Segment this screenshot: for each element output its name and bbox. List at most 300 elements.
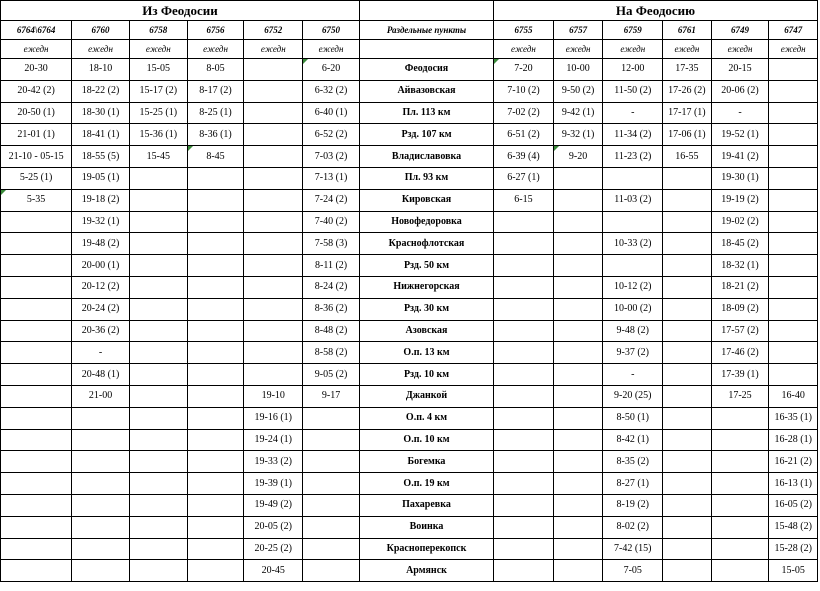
time-cell: [494, 276, 554, 298]
time-cell: [1, 516, 72, 538]
station-name: Красноперекопск: [359, 538, 493, 560]
time-cell: [129, 560, 187, 582]
time-cell: [72, 407, 130, 429]
timetable-row: [1, 364, 818, 386]
time-cell: [553, 538, 603, 560]
time-cell: [553, 298, 603, 320]
time-cell: [1, 538, 72, 560]
time-cell: [663, 451, 711, 473]
to-feodosia-title: На Феодосию: [494, 1, 818, 21]
time-cell: [769, 189, 818, 211]
time-cell: 17-25: [711, 385, 769, 407]
time-cell: 8-36 (2): [303, 298, 360, 320]
time-cell: 6-32 (2): [303, 80, 360, 102]
time-cell: [663, 429, 711, 451]
time-cell: 19-24 (1): [244, 429, 303, 451]
time-cell: [494, 407, 554, 429]
time-cell: 10-12 (2): [603, 276, 663, 298]
time-cell: [663, 494, 711, 516]
time-cell: [494, 473, 554, 495]
station-name: Армянск: [359, 560, 493, 582]
station-name: Новофедоровка: [359, 211, 493, 233]
time-cell: 19-52 (1): [711, 124, 769, 146]
time-cell: 15-28 (2): [769, 538, 818, 560]
time-cell: 9-50 (2): [553, 80, 603, 102]
time-cell: [72, 560, 130, 582]
train-number-header: 6749: [711, 21, 769, 40]
time-cell: [769, 211, 818, 233]
time-cell: 20-42 (2): [1, 80, 72, 102]
time-cell: 5-25 (1): [1, 167, 72, 189]
time-cell: [187, 385, 244, 407]
station-name: Пл. 93 км: [359, 167, 493, 189]
station-name: Азовская: [359, 320, 493, 342]
time-cell: 6-52 (2): [303, 124, 360, 146]
station-name: Краснофлотская: [359, 233, 493, 255]
time-cell: 15-45: [129, 146, 187, 168]
time-cell: [494, 516, 554, 538]
direction-header-row: [1, 1, 818, 21]
time-cell: 18-30 (1): [72, 102, 130, 124]
time-cell: [553, 407, 603, 429]
timetable-row: [1, 59, 818, 81]
timetable-row: [1, 385, 818, 407]
time-cell: 17-46 (2): [711, 342, 769, 364]
daily-label: ежедн: [711, 40, 769, 59]
time-cell: [603, 167, 663, 189]
time-cell: 15-36 (1): [129, 124, 187, 146]
train-number-header: 6756: [187, 21, 244, 40]
time-cell: [303, 429, 360, 451]
station-name: Пл. 113 км: [359, 102, 493, 124]
time-cell: [1, 255, 72, 277]
time-cell: [494, 538, 554, 560]
time-cell: 7-42 (15): [603, 538, 663, 560]
time-cell: 10-33 (2): [603, 233, 663, 255]
time-cell: 19-39 (1): [244, 473, 303, 495]
time-cell: [187, 364, 244, 386]
daily-label: ежедн: [603, 40, 663, 59]
time-cell: [494, 255, 554, 277]
time-cell: [1, 407, 72, 429]
schedule-type-row: [1, 40, 818, 59]
time-cell: [553, 364, 603, 386]
time-cell: [553, 451, 603, 473]
time-cell: 15-25 (1): [129, 102, 187, 124]
time-cell: 15-05: [769, 560, 818, 582]
daily-label: ежедн: [769, 40, 818, 59]
time-cell: [769, 255, 818, 277]
time-cell: [769, 124, 818, 146]
time-cell: [1, 276, 72, 298]
time-cell: 10-00 (2): [603, 298, 663, 320]
time-cell: 20-30: [1, 59, 72, 81]
station-name: О.п. 4 км: [359, 407, 493, 429]
time-cell: [1, 494, 72, 516]
timetable-row: [1, 233, 818, 255]
time-cell: [187, 255, 244, 277]
time-cell: [553, 276, 603, 298]
time-cell: [553, 516, 603, 538]
time-cell: [129, 211, 187, 233]
time-cell: [663, 276, 711, 298]
time-cell: 6-27 (1): [494, 167, 554, 189]
time-cell: 17-26 (2): [663, 80, 711, 102]
time-cell: [1, 233, 72, 255]
station-name: Владиславовка: [359, 146, 493, 168]
time-cell: [187, 516, 244, 538]
time-cell: 19-10: [244, 385, 303, 407]
time-cell: [129, 385, 187, 407]
time-cell: -: [603, 364, 663, 386]
time-cell: [769, 146, 818, 168]
time-cell: 17-39 (1): [711, 364, 769, 386]
time-cell: [244, 146, 303, 168]
station-name: Айвазовская: [359, 80, 493, 102]
time-cell: 7-10 (2): [494, 80, 554, 102]
train-number-header: 6755: [494, 21, 554, 40]
train-number-header: 6747: [769, 21, 818, 40]
time-cell: 8-24 (2): [303, 276, 360, 298]
time-cell: 20-48 (1): [72, 364, 130, 386]
time-cell: [187, 342, 244, 364]
time-cell: 9-05 (2): [303, 364, 360, 386]
time-cell: [494, 342, 554, 364]
time-cell: [244, 211, 303, 233]
time-cell: 20-15: [711, 59, 769, 81]
time-cell: [711, 560, 769, 582]
time-cell: [553, 429, 603, 451]
timetable-row: [1, 429, 818, 451]
time-cell: 16-55: [663, 146, 711, 168]
time-cell: [553, 167, 603, 189]
time-cell: [129, 233, 187, 255]
timetable-row: [1, 342, 818, 364]
time-cell: 18-09 (2): [711, 298, 769, 320]
station-name: О.п. 19 км: [359, 473, 493, 495]
time-cell: [244, 189, 303, 211]
timetable-row: [1, 124, 818, 146]
time-cell: 16-05 (2): [769, 494, 818, 516]
time-cell: [1, 298, 72, 320]
time-cell: [711, 429, 769, 451]
daily-label: ежедн: [72, 40, 130, 59]
timetable-row: [1, 516, 818, 538]
time-cell: [1, 560, 72, 582]
time-cell: [129, 298, 187, 320]
timetable-body: [1, 1, 818, 582]
time-cell: 7-58 (3): [303, 233, 360, 255]
time-cell: 20-36 (2): [72, 320, 130, 342]
time-cell: 6-39 (4): [494, 146, 554, 168]
time-cell: 15-17 (2): [129, 80, 187, 102]
timetable-row: [1, 189, 818, 211]
time-cell: 20-06 (2): [711, 80, 769, 102]
daily-label: ежедн: [187, 40, 244, 59]
time-cell: [553, 342, 603, 364]
time-cell: 8-42 (1): [603, 429, 663, 451]
time-cell: [553, 255, 603, 277]
time-cell: 17-35: [663, 59, 711, 81]
time-cell: [129, 538, 187, 560]
timetable-row: [1, 451, 818, 473]
time-cell: [1, 320, 72, 342]
daily-label: ежедн: [303, 40, 360, 59]
time-cell: [1, 364, 72, 386]
time-cell: [663, 211, 711, 233]
time-cell: [769, 342, 818, 364]
stations-header: Раздельные пункты: [359, 21, 493, 40]
train-number-header: 6760: [72, 21, 130, 40]
time-cell: [663, 233, 711, 255]
time-cell: 8-48 (2): [303, 320, 360, 342]
time-cell: [769, 276, 818, 298]
time-cell: 7-13 (1): [303, 167, 360, 189]
time-cell: 7-40 (2): [303, 211, 360, 233]
time-cell: [1, 385, 72, 407]
time-cell: [244, 298, 303, 320]
timetable-row: [1, 255, 818, 277]
time-cell: [711, 473, 769, 495]
time-cell: 18-55 (5): [72, 146, 130, 168]
train-number-header: 6759: [603, 21, 663, 40]
time-cell: [187, 560, 244, 582]
time-cell: [603, 255, 663, 277]
time-cell: 17-57 (2): [711, 320, 769, 342]
timetable-row: [1, 473, 818, 495]
time-cell: [663, 473, 711, 495]
time-cell: [303, 560, 360, 582]
time-cell: 8-25 (1): [187, 102, 244, 124]
time-cell: 16-21 (2): [769, 451, 818, 473]
time-cell: 9-37 (2): [603, 342, 663, 364]
time-cell: 11-03 (2): [603, 189, 663, 211]
time-cell: [187, 429, 244, 451]
time-cell: [663, 320, 711, 342]
station-name: Рзд. 107 км: [359, 124, 493, 146]
time-cell: 20-05 (2): [244, 516, 303, 538]
time-cell: 19-16 (1): [244, 407, 303, 429]
timetable-row: [1, 494, 818, 516]
time-cell: [769, 80, 818, 102]
stations-header-spacer: [359, 40, 493, 59]
time-cell: [244, 102, 303, 124]
time-cell: 8-17 (2): [187, 80, 244, 102]
time-cell: 18-10: [72, 59, 130, 81]
time-cell: 9-42 (1): [553, 102, 603, 124]
time-cell: [72, 516, 130, 538]
train-number-header: 6761: [663, 21, 711, 40]
time-cell: 20-45: [244, 560, 303, 582]
time-cell: 6-40 (1): [303, 102, 360, 124]
time-cell: 5-35: [1, 189, 72, 211]
time-cell: 8-05: [187, 59, 244, 81]
time-cell: 21-00: [72, 385, 130, 407]
time-cell: [494, 560, 554, 582]
time-cell: [553, 494, 603, 516]
timetable-row: [1, 276, 818, 298]
daily-label: ежедн: [1, 40, 72, 59]
daily-label: ежедн: [244, 40, 303, 59]
time-cell: [553, 320, 603, 342]
from-feodosia-title: Из Феодосии: [1, 1, 360, 21]
time-cell: 9-20: [553, 146, 603, 168]
time-cell: [769, 298, 818, 320]
time-cell: [244, 342, 303, 364]
time-cell: [769, 167, 818, 189]
time-cell: [663, 189, 711, 211]
time-cell: 7-24 (2): [303, 189, 360, 211]
time-cell: [129, 451, 187, 473]
time-cell: [244, 233, 303, 255]
time-cell: [494, 385, 554, 407]
time-cell: 19-33 (2): [244, 451, 303, 473]
time-cell: [494, 320, 554, 342]
time-cell: [1, 473, 72, 495]
time-cell: [553, 560, 603, 582]
time-cell: [663, 516, 711, 538]
station-name: О.п. 10 км: [359, 429, 493, 451]
time-cell: [129, 320, 187, 342]
time-cell: [129, 473, 187, 495]
time-cell: [72, 473, 130, 495]
time-cell: [187, 211, 244, 233]
station-name: Воинка: [359, 516, 493, 538]
timetable-row: [1, 538, 818, 560]
train-number-header: 6764\6764: [1, 21, 72, 40]
time-cell: [303, 451, 360, 473]
time-cell: 8-02 (2): [603, 516, 663, 538]
time-cell: [303, 516, 360, 538]
station-name: Рзд. 30 км: [359, 298, 493, 320]
time-cell: 19-05 (1): [72, 167, 130, 189]
time-cell: 8-36 (1): [187, 124, 244, 146]
time-cell: [187, 494, 244, 516]
time-cell: 20-00 (1): [72, 255, 130, 277]
time-cell: 9-48 (2): [603, 320, 663, 342]
time-cell: [129, 167, 187, 189]
time-cell: [553, 385, 603, 407]
time-cell: [303, 407, 360, 429]
time-cell: [711, 494, 769, 516]
time-cell: 17-06 (1): [663, 124, 711, 146]
station-name: Рзд. 10 км: [359, 364, 493, 386]
time-cell: 19-32 (1): [72, 211, 130, 233]
time-cell: 7-05: [603, 560, 663, 582]
time-cell: [72, 538, 130, 560]
time-cell: 8-45: [187, 146, 244, 168]
time-cell: [129, 276, 187, 298]
time-cell: [494, 298, 554, 320]
time-cell: 16-35 (1): [769, 407, 818, 429]
station-name: О.п. 13 км: [359, 342, 493, 364]
time-cell: 9-32 (1): [553, 124, 603, 146]
time-cell: 19-41 (2): [711, 146, 769, 168]
train-number-header: 6758: [129, 21, 187, 40]
time-cell: [769, 364, 818, 386]
time-cell: 8-19 (2): [603, 494, 663, 516]
time-cell: 19-02 (2): [711, 211, 769, 233]
time-cell: [663, 342, 711, 364]
time-cell: 8-50 (1): [603, 407, 663, 429]
time-cell: [187, 167, 244, 189]
time-cell: [187, 473, 244, 495]
time-cell: 9-20 (25): [603, 385, 663, 407]
time-cell: 16-40: [769, 385, 818, 407]
time-cell: [187, 233, 244, 255]
time-cell: [553, 211, 603, 233]
time-cell: 19-18 (2): [72, 189, 130, 211]
time-cell: [711, 451, 769, 473]
daily-label: ежедн: [129, 40, 187, 59]
time-cell: [72, 429, 130, 451]
time-cell: [553, 473, 603, 495]
time-cell: 8-11 (2): [303, 255, 360, 277]
time-cell: [244, 320, 303, 342]
time-cell: 17-17 (1): [663, 102, 711, 124]
time-cell: [244, 80, 303, 102]
time-cell: [187, 298, 244, 320]
time-cell: 19-19 (2): [711, 189, 769, 211]
timetable-row: [1, 407, 818, 429]
time-cell: [603, 211, 663, 233]
time-cell: [303, 473, 360, 495]
time-cell: [187, 189, 244, 211]
header-spacer: [359, 1, 493, 21]
time-cell: [663, 385, 711, 407]
time-cell: [129, 494, 187, 516]
time-cell: [711, 538, 769, 560]
time-cell: [663, 560, 711, 582]
time-cell: 20-50 (1): [1, 102, 72, 124]
timetable-row: [1, 167, 818, 189]
time-cell: [244, 124, 303, 146]
time-cell: [1, 342, 72, 364]
daily-label: ежедн: [494, 40, 554, 59]
time-cell: [553, 233, 603, 255]
time-cell: [187, 538, 244, 560]
time-cell: [244, 167, 303, 189]
time-cell: 7-02 (2): [494, 102, 554, 124]
time-cell: -: [711, 102, 769, 124]
time-cell: 7-20: [494, 59, 554, 81]
time-cell: [663, 167, 711, 189]
time-cell: 12-00: [603, 59, 663, 81]
time-cell: 19-49 (2): [244, 494, 303, 516]
time-cell: 15-48 (2): [769, 516, 818, 538]
time-cell: [663, 255, 711, 277]
timetable-row: [1, 146, 818, 168]
time-cell: [187, 407, 244, 429]
time-cell: [1, 451, 72, 473]
time-cell: [1, 429, 72, 451]
time-cell: 18-32 (1): [711, 255, 769, 277]
time-cell: 11-50 (2): [603, 80, 663, 102]
time-cell: [244, 364, 303, 386]
time-cell: [72, 451, 130, 473]
station-name: Рзд. 50 км: [359, 255, 493, 277]
time-cell: [129, 255, 187, 277]
time-cell: [1, 211, 72, 233]
time-cell: 20-25 (2): [244, 538, 303, 560]
time-cell: -: [72, 342, 130, 364]
time-cell: [494, 429, 554, 451]
time-cell: 6-51 (2): [494, 124, 554, 146]
time-cell: [663, 364, 711, 386]
station-name: Джанкой: [359, 385, 493, 407]
time-cell: 8-27 (1): [603, 473, 663, 495]
time-cell: [494, 211, 554, 233]
